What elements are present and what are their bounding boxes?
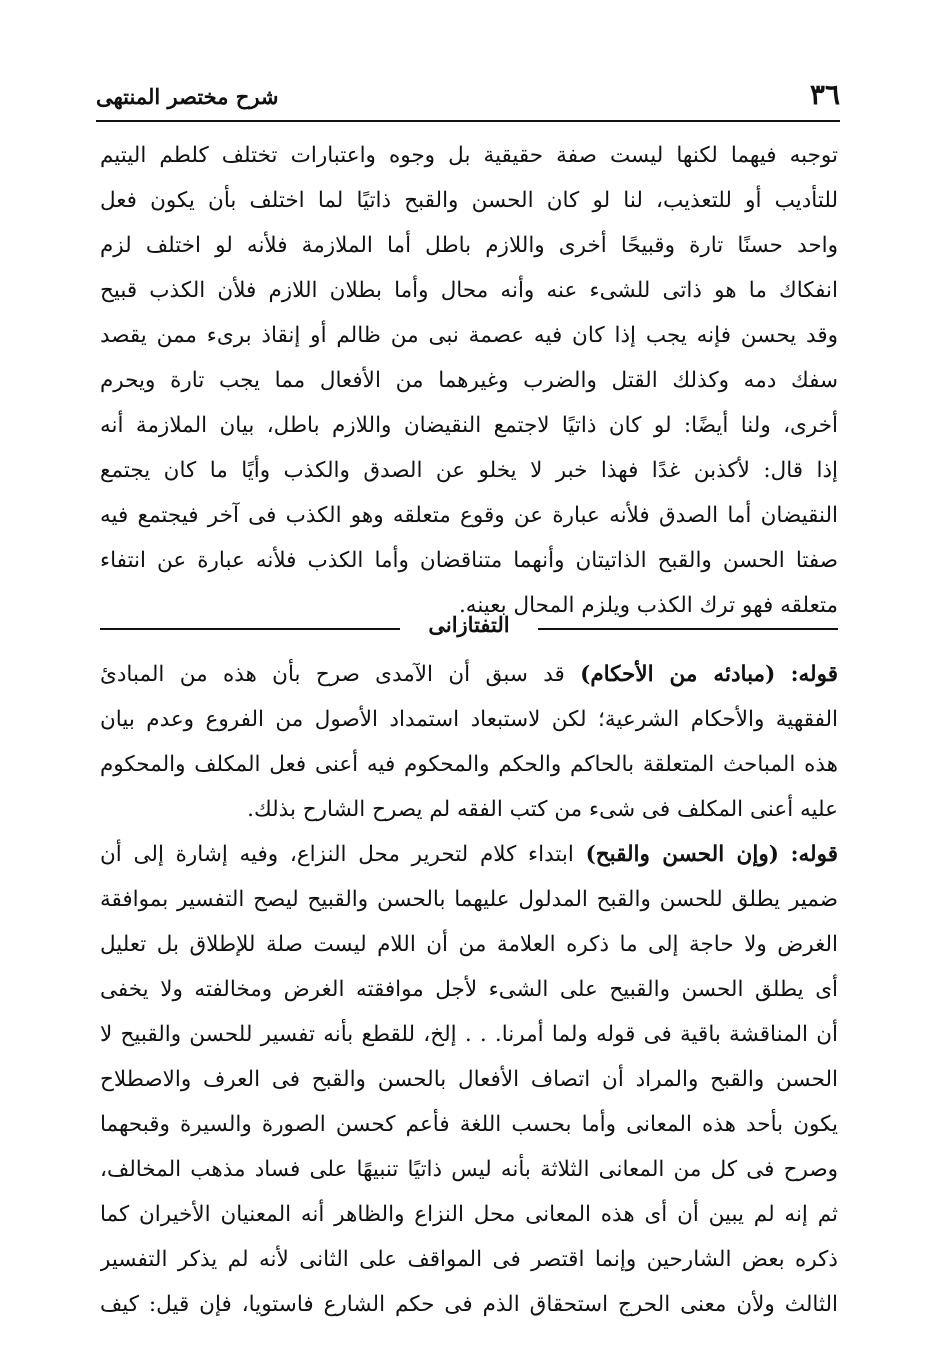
- text-line: النقيضان أما الصدق فلأنه عبارة عن وقوع متعلقه وهو الكذب فى آخر فيجتمع فيه: [100, 503, 838, 528]
- quoted-phrase: (مبادئه من الأحكام): [580, 662, 776, 687]
- text-line: ذكره بعض الشارحين وإنما اقتصر فى المواقف على الثانى لأنه لم يذكر التفسير: [100, 1247, 838, 1272]
- line-text: قد سبق أن الآمدى صرح بأن هذه من المبادئ: [100, 662, 565, 687]
- line-text: ابتداء كلام لتحرير محل النزاع، وفيه إشارة إلى أن: [100, 842, 574, 867]
- page-number: ٣٦: [809, 78, 840, 111]
- text-line: ضمير يطلق للحسن والقبح المدلول عليهما بالحسن والقبيح ليصح التفسير بموافقة: [100, 887, 838, 912]
- text-line: عليه أعنى المكلف فى شىء من كتب الفقه لم يصرح الشارح بذلك.: [247, 797, 838, 822]
- paragraph-lead: قوله:: [790, 662, 838, 687]
- text-line: إذا قال: لأكذبن غدًا فهذا خبر لا يخلو عن الصدق والكذب وأيًا ما كان يجتمع: [100, 458, 838, 483]
- text-line: أن المناقشة باقية فى قوله ولما أمرنا. . . إلخ، للقطع بأنه تفسير للحسن والقبيح لا: [100, 1022, 838, 1047]
- text-line: انفكاك ما هو ذاتى للشىء عنه وأنه محال وأما بطلان اللازم فلأن الكذب قبيح: [100, 278, 838, 303]
- text-line: هذه المباحث المتعلقة بالحاكم والحكم والمحكوم فيه أعنى فعل المكلف والمحكوم: [100, 752, 838, 777]
- quoted-phrase: (وإن الحسن والقبح): [585, 842, 779, 867]
- commentary: [100, 652, 838, 1327]
- text-line: متعلقه فهو ترك الكذب ويلزم المحال بعينه.: [458, 593, 838, 618]
- text-line: للتأديب أو للتعذيب، لنا لو كان الحسن والقبح ذاتيًا لما اختلف بأن يكون فعل: [100, 188, 838, 213]
- running-title: شرح مختصر المنتهى: [96, 84, 279, 109]
- paragraph-lead: قوله:: [790, 842, 838, 867]
- main-text: [100, 133, 838, 628]
- text-line: الثالث ولأن معنى الحرج استحقاق الذم فى حكم الشارع فاستويا، فإن قيل: كيف: [100, 1292, 838, 1317]
- text-line: سفك دمه وكذلك القتل والضرب وغيرهما من الأفعال مما يجب تارة ويحرم: [100, 368, 838, 393]
- text-line: أى يطلق الحسن والقبيح على الشىء لأجل موافقته الغرض ومخالفته ولا يخفى: [100, 977, 838, 1002]
- text-line: الفقهية والأحكام الشرعية؛ لكن لاستبعاد استمداد الأصول من الفروع وعدم بيان: [100, 707, 838, 732]
- divider-rule-right: [538, 628, 838, 630]
- paragraph-first-line: [100, 652, 838, 697]
- page-header: [96, 76, 840, 116]
- text-line: الحسن والقبح والمراد أن اتصاف الأفعال بالحسن والقبح فى العرف والاصطلاح: [100, 1067, 838, 1092]
- paragraph-first-line: [100, 832, 838, 877]
- header-rule: [96, 120, 840, 122]
- text-line: يكون بأحد هذه المعانى وأما بحسب اللغة فأعم كحسن الصورة والسيرة وقبحهما: [100, 1112, 838, 1137]
- text-line: الغرض ولا حاجة إلى ما ذكره العلامة من أن اللام ليست صلة للإطلاق بل تعليل: [100, 932, 838, 957]
- text-line: وصرح فى كل من المعانى الثلاثة بأنه ليس ذاتيًا تنبيهًا على فساد مذهب المخالف،: [100, 1157, 838, 1182]
- text-line: توجبه فيهما لكنها ليست صفة حقيقية بل وجوه واعتبارات تختلف كلطم اليتيم: [100, 143, 838, 168]
- section-title: التفتازانى: [428, 612, 510, 637]
- text-line: أخرى، ولنا أيضًا: لو كان ذاتيًا لاجتمع النقيضان واللازم باطل، بيان الملازمة أنه: [100, 413, 838, 438]
- text-line: واحد حسنًا تارة وقبيحًا أخرى واللازم باطل أما الملازمة فلأنه لو اختلف لزم: [100, 233, 838, 258]
- text-line: وقد يحسن فإنه يجب إذا كان فيه عصمة نبى من ظالم أو إنقاذ برىء ممن يقصد: [100, 323, 838, 348]
- text-line: ثم إنه لم يبين أن أى هذه المعانى محل النزاع والظاهر أنه المعنيان الأخيران كما: [100, 1202, 838, 1227]
- section-divider: [100, 608, 838, 648]
- text-line: صفتا الحسن والقبح الذاتيتان وأنهما متناقضان وأما الكذب فلأنه عبارة عن انتفاء: [100, 548, 838, 573]
